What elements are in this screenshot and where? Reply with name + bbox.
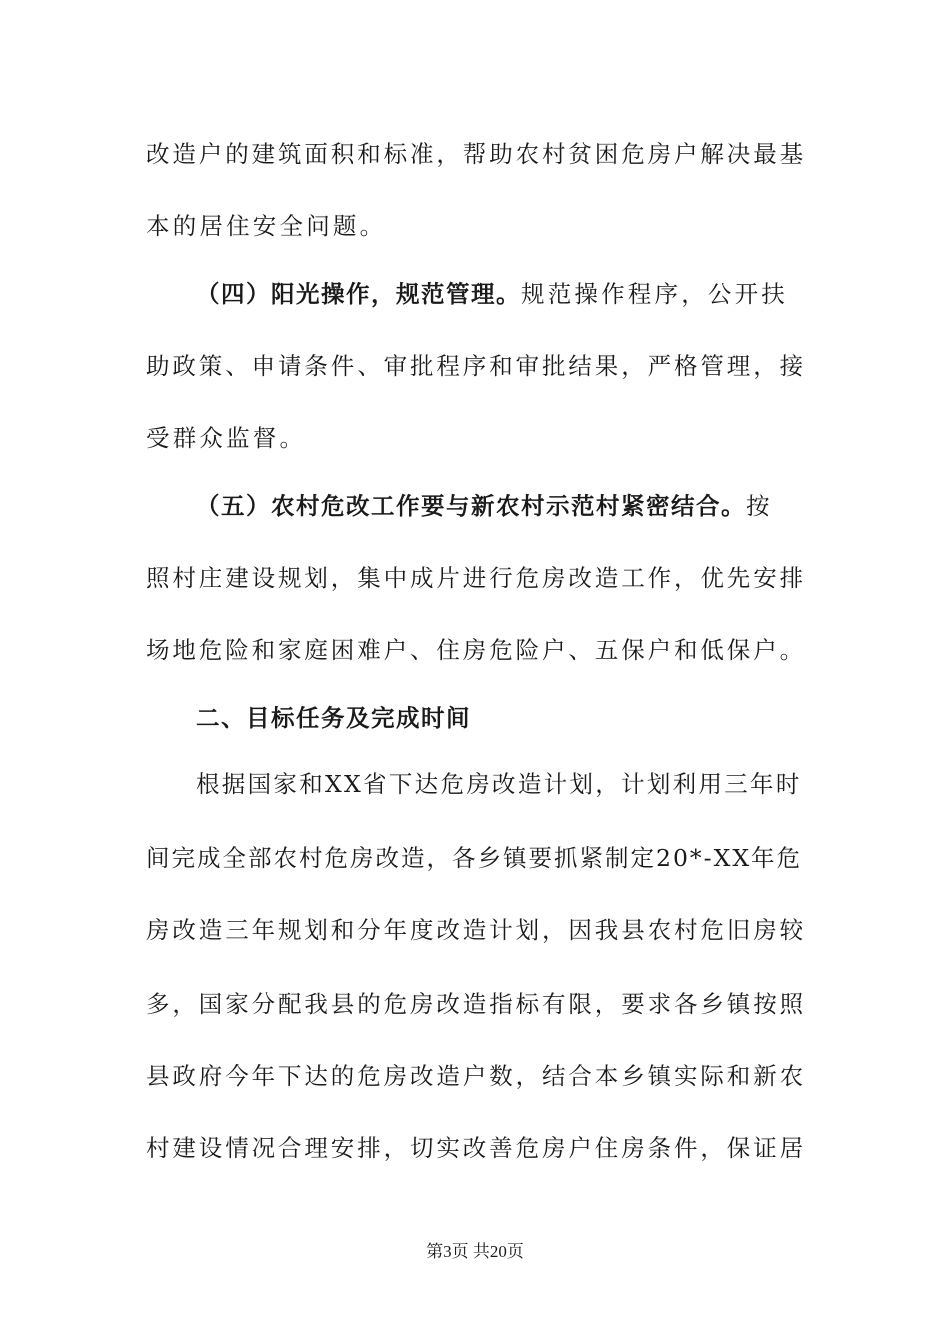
heading-text: 二、目标任务及完成时间 [196,704,471,732]
section-four-heading: （四）阳光操作，规范管理。 [196,280,521,308]
line-text: 根据国家和XX省下达危房改造计划，计划利用三年时 [196,770,802,798]
page-number-footer: 第3页 共20页 [426,1242,524,1261]
line-text: 间完成全部农村危房改造，各乡镇要抓紧制定20*-XX年危 [146,844,803,872]
body-line-1 [146,134,806,174]
section-five-line [196,486,806,526]
body-line-14 [146,1056,806,1096]
line-text: 房改造三年规划和分年度改造计划，因我县农村危旧房较 [146,916,806,944]
line-text: 村建设情况合理安排，切实改善危房户住房条件，保证居 [146,1134,806,1162]
section-four-line [196,274,806,314]
line-text: 照村庄建设规划，集中成片进行危房改造工作，优先安排 [146,564,806,592]
body-line-13 [146,984,806,1024]
body-line-5 [146,418,806,458]
body-line-7 [146,558,806,598]
line-text: 按 [746,492,773,520]
section-two-heading [196,698,856,738]
body-line-4 [146,346,806,386]
line-text: 改造户的建筑面积和标准，帮助农村贫困危房户解决最基 [146,140,806,168]
line-text: 县政府今年下达的危房改造户数，结合本乡镇实际和新农 [146,1062,806,1090]
body-line-12 [146,910,806,950]
line-text: 本的居住安全问题。 [146,212,387,240]
body-line-11 [146,838,806,878]
line-text: 受群众监督。 [146,424,307,452]
body-line-2 [146,206,806,246]
line-text: 多，国家分配我县的危房改造指标有限，要求各乡镇按照 [146,990,806,1018]
line-text: 助政策、申请条件、审批程序和审批结果，严格管理，接 [146,352,806,380]
line-text: 场地危险和家庭困难户、住房危险户、五保户和低保户。 [146,636,806,664]
line-text: 规范操作程序，公开扶 [521,280,788,308]
section-five-heading: （五）农村危改工作要与新农村示范村紧密结合。 [196,492,746,520]
body-line-15 [146,1128,806,1168]
body-line-8 [146,630,806,670]
body-line-10 [196,764,806,804]
